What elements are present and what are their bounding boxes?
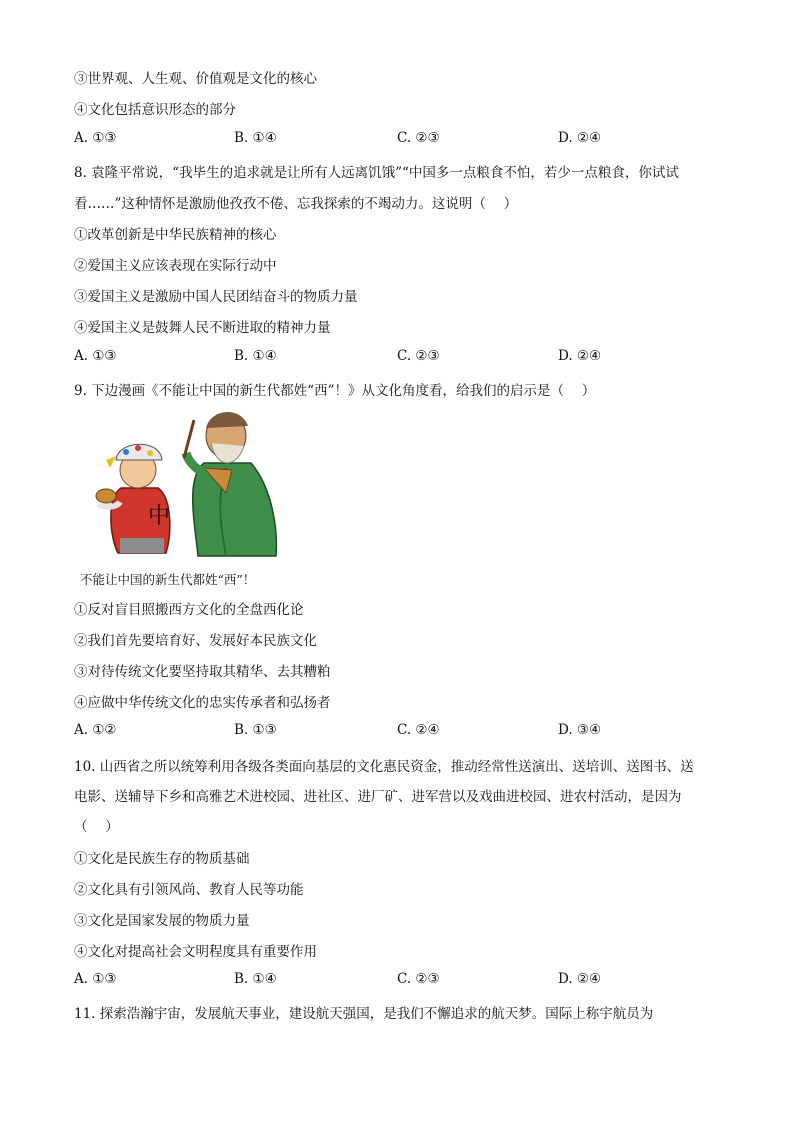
q9-stem: 9. 下边漫画《不能让中国的新生代都姓“西”！》从文化角度看，给我们的启示是（ ）: [74, 383, 596, 399]
q7-statement-3: ③世界观、人生观、价值观是文化的核心: [74, 71, 317, 87]
q10-option-d: D. ②④: [558, 971, 602, 987]
q10-option-a: A. ①③: [74, 971, 117, 987]
q8-options: [74, 348, 724, 368]
q8-option-b: B. ①④: [234, 348, 277, 364]
q10-options: [74, 971, 724, 991]
q8-statement-1: ①改革创新是中华民族精神的核心: [74, 227, 277, 243]
cartoon-caption: 不能让中国的新生代都姓“西”！: [80, 572, 256, 587]
q7-option-d: D. ②④: [558, 130, 602, 146]
q7-options: [74, 130, 724, 150]
cartoon-char: 中: [148, 504, 171, 529]
q9-option-b: B. ①③: [234, 722, 277, 738]
q10-stem-line2: 电影、送辅导下乡和高雅艺术进校园、进社区、进厂矿、进军营以及戏曲进校园、进农村活动，是因为: [74, 789, 682, 805]
q7-option-b: B. ①④: [234, 130, 277, 146]
q9-statement-3: ③对待传统文化要坚持取其精华、去其糟粕: [74, 664, 331, 680]
q7-option-a: A. ①③: [74, 130, 117, 146]
q9-statement-2: ②我们首先要培育好、发展好本民族文化: [74, 633, 317, 649]
q7-option-c: C. ②③: [397, 130, 440, 146]
q8-stem-line1: 8. 袁隆平常说，“我毕生的追求就是让所有人远离饥饿”“中国多一点粮食不怕，若少一点粮食，你试试: [74, 165, 679, 181]
q10-option-b: B. ①④: [234, 971, 277, 987]
q10-statement-3: ③文化是国家发展的物质力量: [74, 913, 250, 929]
q8-stem-line2: 看……”这种情怀是激励他孜孜不倦、忘我探索的不竭动力。这说明（ ）: [74, 196, 518, 212]
q9-option-d: D. ③④: [558, 722, 602, 738]
q10-stem-line1: 10. 山西省之所以统筹利用各级各类面向基层的文化惠民资金，推动经常性送演出、送培训、送图书、送: [74, 759, 694, 775]
q9-options: [74, 722, 724, 742]
q10-statement-1: ①文化是民族生存的物质基础: [74, 851, 250, 867]
q9-statement-4: ④应做中华传统文化的忠实传承者和弘扬者: [74, 695, 331, 711]
q8-statement-4: ④爱国主义是鼓舞人民不断进取的精神力量: [74, 320, 331, 336]
q8-statement-2: ②爱国主义应该表现在实际行动中: [74, 258, 277, 274]
cartoon-image: [76, 408, 282, 558]
q11-stem-line1: 11. 探索浩瀚宇宙，发展航天事业，建设航天强国，是我们不懈追求的航天梦。国际上称宇航员为: [74, 1006, 654, 1022]
q10-statement-2: ②文化具有引领风尚、教育人民等功能: [74, 882, 304, 898]
q8-statement-3: ③爱国主义是激励中国人民团结奋斗的物质力量: [74, 289, 358, 305]
q9-option-c: C. ②④: [397, 722, 440, 738]
q8-option-d: D. ②④: [558, 348, 602, 364]
q7-statement-4: ④文化包括意识形态的部分: [74, 102, 236, 118]
q10-stem-line3: （ ）: [74, 819, 119, 835]
q10-option-c: C. ②③: [397, 971, 440, 987]
q9-statement-1: ①反对盲目照搬西方文化的全盘西化论: [74, 602, 304, 618]
q8-option-a: A. ①③: [74, 348, 117, 364]
q9-option-a: A. ①②: [74, 722, 117, 738]
q10-statement-4: ④文化对提高社会文明程度具有重要作用: [74, 944, 317, 960]
q8-option-c: C. ②③: [397, 348, 440, 364]
